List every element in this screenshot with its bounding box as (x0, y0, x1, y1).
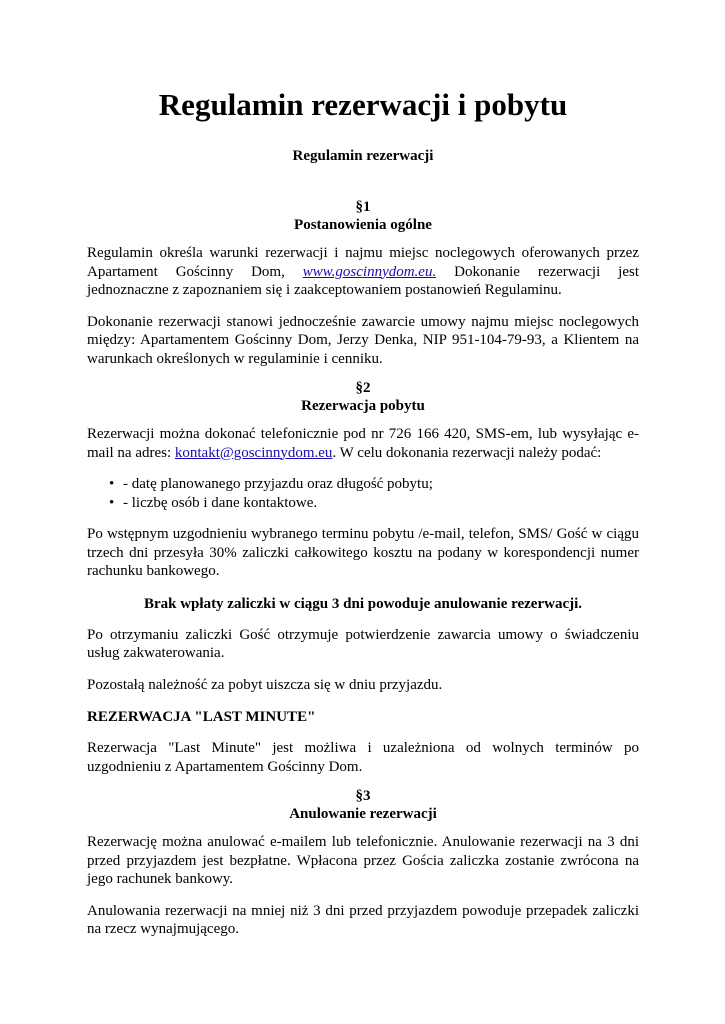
website-link[interactable]: www.goscinnydom.eu. (302, 263, 437, 280)
section-2-number: §2 (355, 380, 371, 396)
bullet-icon: • (109, 476, 115, 492)
deposit-warning: Brak wpłaty zaliczki w ciągu 3 dni powoduje anulowanie rezerwacji. (143, 595, 583, 612)
email-link[interactable]: kontakt@goscinnydom.eu (174, 444, 333, 461)
list-item (87, 494, 639, 513)
last-minute-heading: REZERWACJA "LAST MINUTE" (87, 709, 316, 725)
section-2-paragraph-1 (87, 425, 639, 462)
section-2-heading: Rezerwacja pobytu (301, 398, 425, 414)
section-3-paragraph-2: Anulowania rezerwacji na mniej niż 3 dni przed przyjazdem powoduje przepadek zaliczki na rzecz wynajmującego. (87, 902, 639, 937)
section-2-paragraph-4: Pozostałą należność za pobyt uiszcza się w dniu przyjazdu. (87, 676, 443, 693)
section-2-paragraph-5: Rezerwacja "Last Minute" jest możliwa i uzależniona od wolnych terminów po uzgodnieniu z Apartamentem Gościnny Dom. (87, 740, 639, 775)
section-1-heading: Postanowienia ogólne (294, 217, 432, 233)
section-2-paragraph-2: Po wstępnym uzgodnieniu wybranego terminu pobytu /e-mail, telefon, SMS/ Gość w ciągu trzech dni przesyła 30% zaliczki całkowitego kosztu na podany w korespondencji numer rachunku bankowego. (87, 526, 639, 579)
list-item-text: - datę planowanego przyjazdu oraz długość pobytu; (123, 476, 433, 492)
section-2-p1-text-before: Rezerwacji można dokonać telefonicznie pod nr 726 166 420, SMS-em, lub wysyłając e-mail na adres: (87, 426, 639, 461)
required-info-list (87, 475, 639, 512)
bullet-icon: • (109, 494, 115, 511)
section-3-number: §3 (355, 788, 371, 804)
section-2-paragraph-3: Po otrzymaniu zaliczki Gość otrzymuje potwierdzenie zawarcia umowy o świadczeniu usług zakwaterowania. (87, 626, 639, 661)
section-1-paragraph-2: Dokonanie rezerwacji stanowi jednocześnie zawarcie umowy najmu miejsc noclegowych między: Apartamentem Gościnny Dom, Jerzy Denka, NIP 951-104-79-93, a Klientem na warunkach określonych w regulaminie i cenniku. (87, 313, 639, 367)
section-1-p1-text-before: Regulamin określa warunki rezerwacji i najmu miejsc noclegowych oferowanych przez Apartament Gościnny Dom, (87, 245, 639, 280)
list-item (87, 475, 639, 494)
section-1-number: §1 (355, 199, 371, 215)
document-subtitle: Regulamin rezerwacji (292, 148, 434, 164)
list-item-text: - liczbę osób i dane kontaktowe. (123, 494, 318, 511)
section-3-heading: Anulowanie rezerwacji (289, 806, 437, 822)
section-3-paragraph-1: Rezerwację można anulować e-mailem lub telefonicznie. Anulowanie rezerwacji na 3 dni przed przyjazdem jest bezpłatne. Wpłacona przez Gościa zaliczka zostanie zwrócona na jego rachunek bankowy. (87, 834, 639, 887)
section-1-p1-text-after: Dokonanie rezerwacji jest jednoznaczne z zapoznaniem się i zaakceptowaniem postanowień Regulaminu. (87, 263, 639, 298)
document-title: Regulamin rezerwacji i pobytu (158, 87, 568, 122)
section-1-paragraph-1 (87, 244, 639, 300)
section-2-p1-text-after: . W celu dokonania rezerwacji należy podać: (332, 444, 602, 461)
